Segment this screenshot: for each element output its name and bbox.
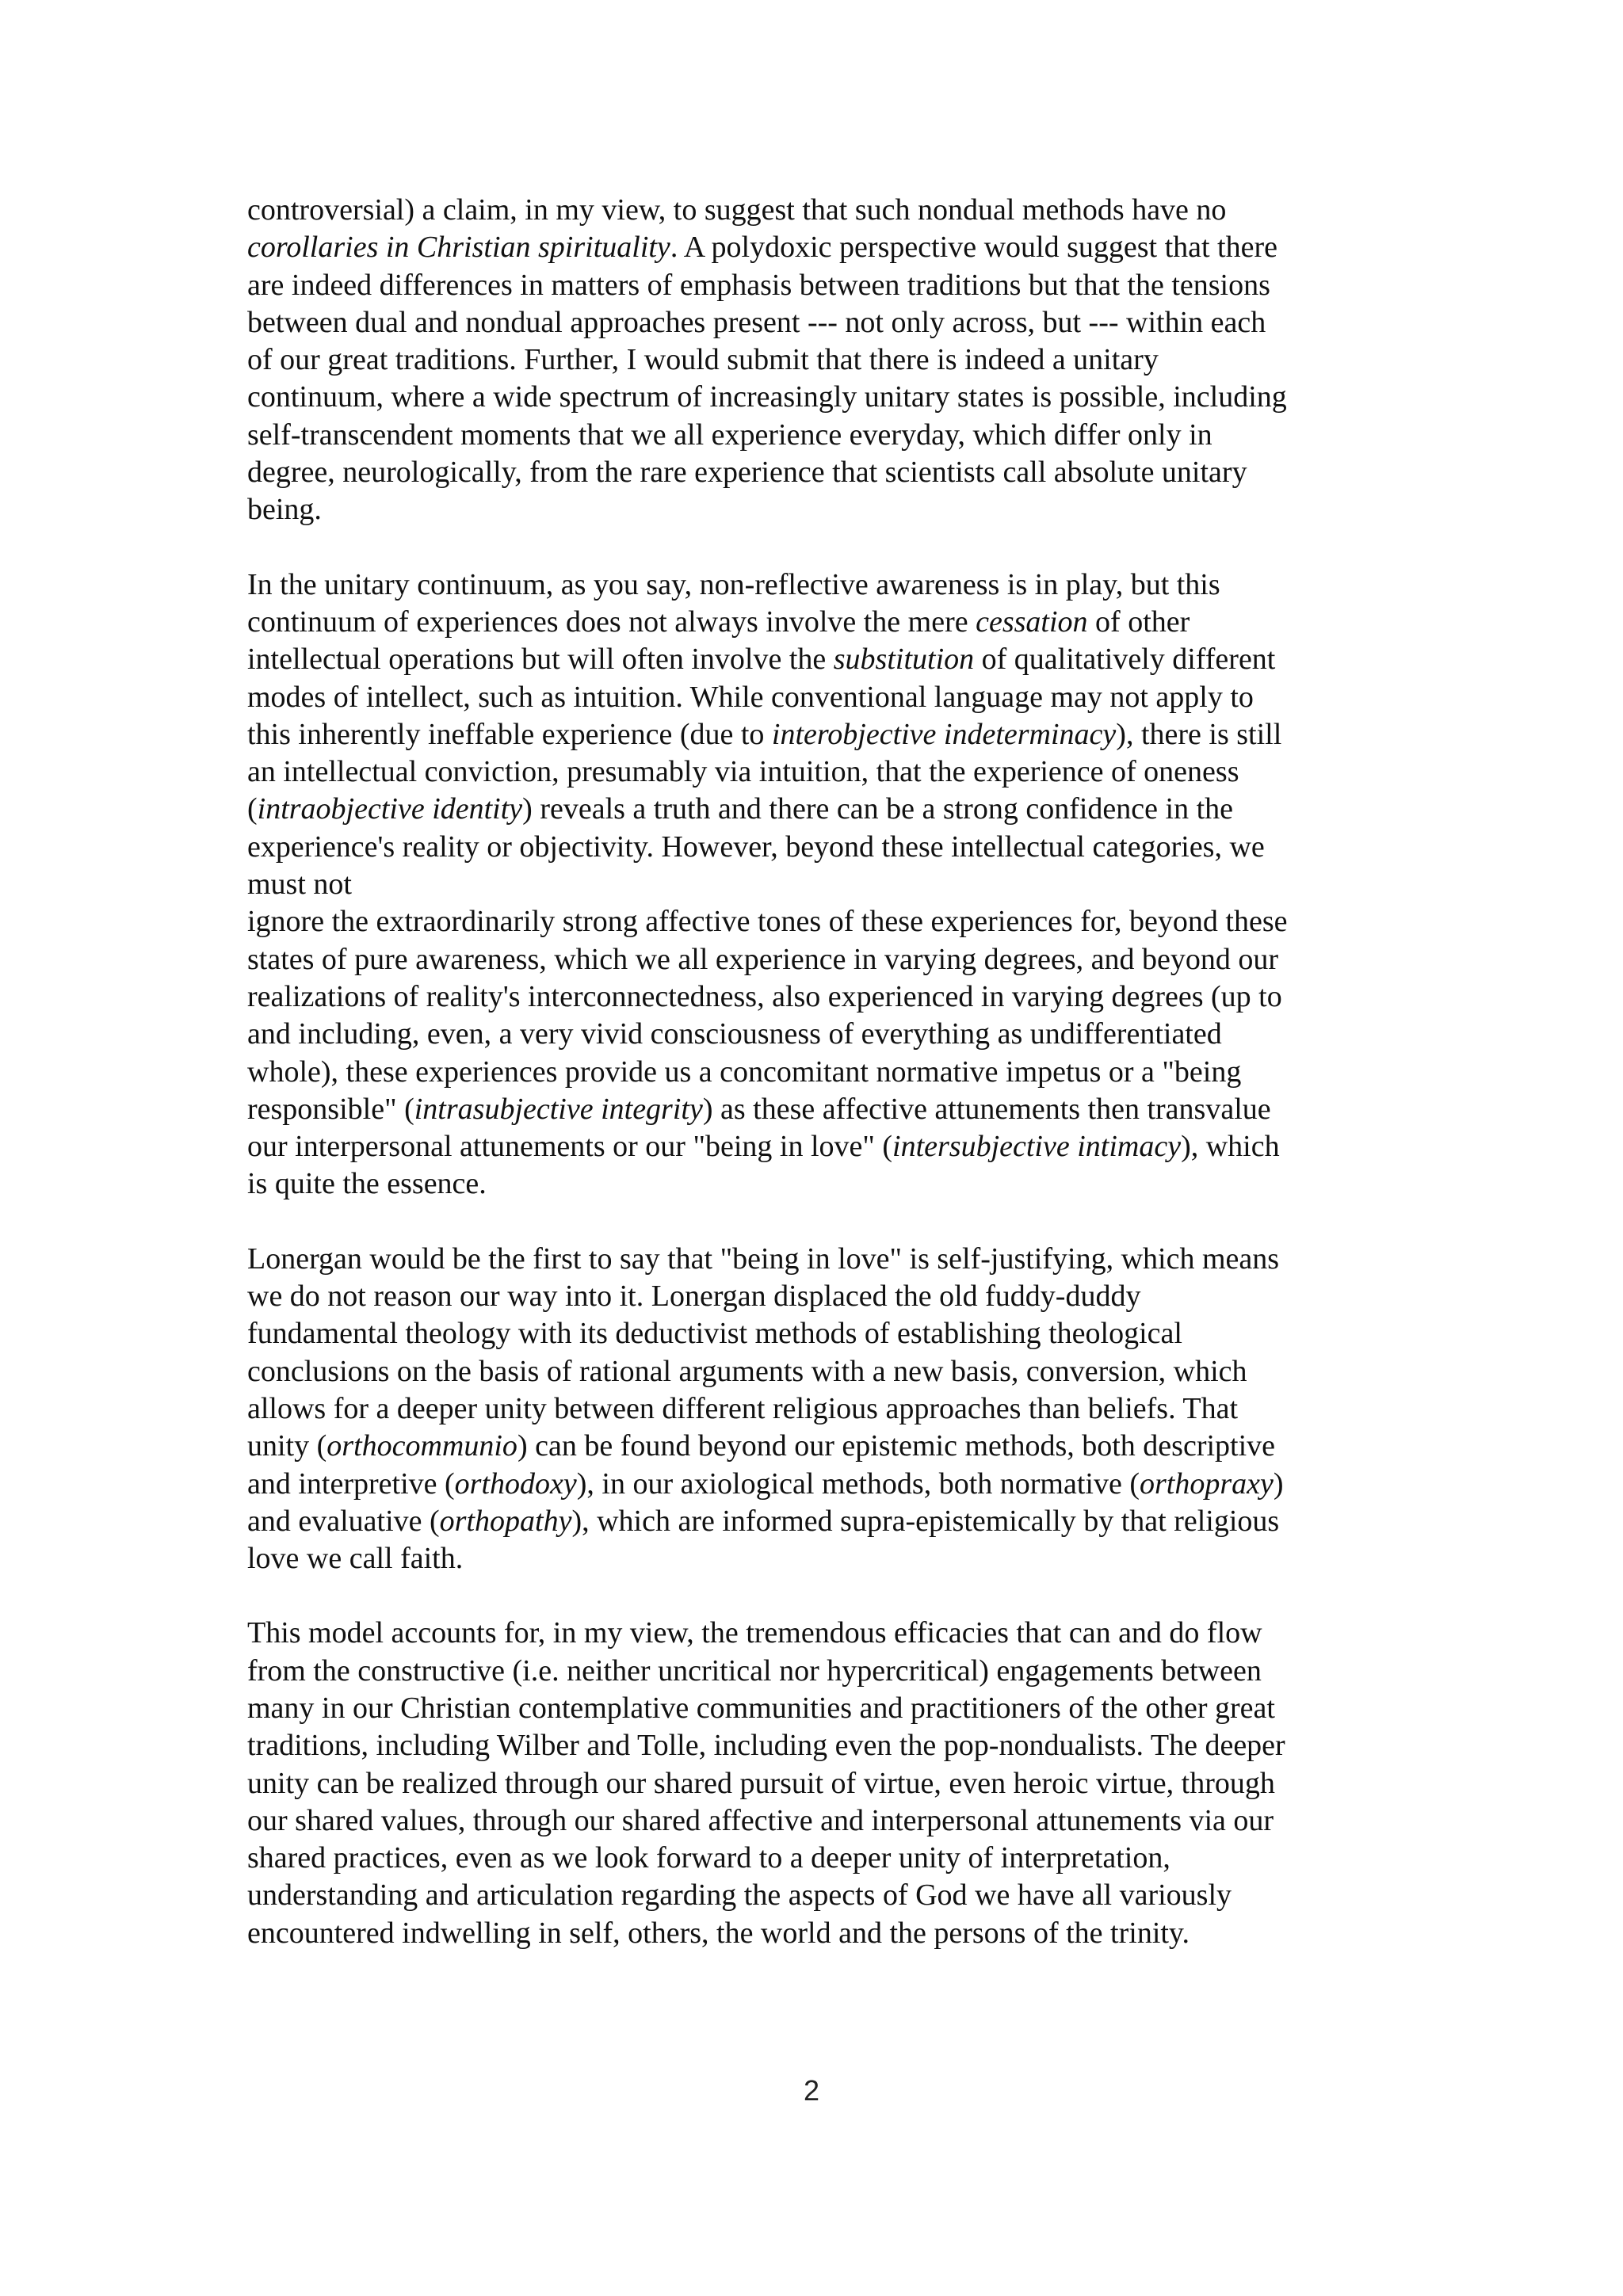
- italic-text: interobjective indeterminacy: [771, 717, 1117, 751]
- text-line: [247, 1615, 1396, 1652]
- text-line: [247, 491, 1396, 528]
- text-line: [247, 1128, 1396, 1165]
- paragraph: [247, 1241, 1396, 1578]
- text-line: [247, 454, 1396, 491]
- text-segment: modes of intellect, such as intuition. While conventional language may not apply to: [247, 680, 1254, 714]
- text-segment: and interpretive (: [247, 1466, 455, 1501]
- paragraph-gap: [247, 529, 1396, 566]
- text-segment: being.: [247, 493, 322, 527]
- text-line: [247, 229, 1396, 266]
- text-segment: and including, even, a very vivid consciousness of everything as undifferentiated: [247, 1017, 1222, 1051]
- text-line: [247, 566, 1396, 604]
- text-segment: this inherently ineffable experience (due to: [247, 717, 772, 751]
- text-line: [247, 1353, 1396, 1390]
- text-segment: an intellectual conviction, presumably via intuition, that the experience of oneness: [247, 755, 1239, 789]
- text-segment: This model accounts for, in my view, the tremendous efficacies that can and do flow: [247, 1616, 1262, 1650]
- text-segment: shared practices, even as we look forward to a deeper unity of interpretation,: [247, 1841, 1170, 1875]
- text-segment: are indeed differences in matters of emphasis between traditions but that the tensions: [247, 268, 1270, 302]
- text-segment: encountered indwelling in self, others, the world and the persons of the trinity.: [247, 1916, 1190, 1950]
- text-segment: ignore the extraordinarily strong affective tones of these experiences for, beyond these: [247, 905, 1288, 939]
- text-segment: controversial) a claim, in my view, to suggest that such nondual methods have no: [247, 193, 1227, 227]
- text-segment: states of pure awareness, which we all experience in varying degrees, and beyond our: [247, 942, 1278, 976]
- text-line: [247, 1653, 1396, 1690]
- text-line: [247, 679, 1396, 716]
- paragraph: [247, 192, 1396, 529]
- text-line: [247, 379, 1396, 416]
- text-line: [247, 341, 1396, 379]
- text-segment: continuum of experiences does not always involve the mere: [247, 605, 976, 639]
- text-segment: traditions, including Wilber and Tolle, including even the pop-nondualists. The deeper: [247, 1729, 1285, 1763]
- text-segment: ), there is still: [1116, 717, 1282, 751]
- text-segment: unity (: [247, 1429, 327, 1463]
- text-segment: realizations of reality's interconnectedness, also experienced in varying degrees (up to: [247, 979, 1282, 1013]
- text-line: [247, 1241, 1396, 1278]
- body-text: [247, 192, 1396, 1952]
- italic-text: intraobjective identity: [257, 792, 523, 826]
- text-segment: our interpersonal attunements or our "being in love" (: [247, 1130, 893, 1164]
- page-number: 2: [803, 2074, 820, 2107]
- text-segment: of our great traditions. Further, I would submit that there is indeed a unitary: [247, 343, 1159, 377]
- text-line: [247, 941, 1396, 978]
- text-line: [247, 1877, 1396, 1914]
- text-line: [247, 1466, 1396, 1503]
- text-segment: must not: [247, 868, 352, 902]
- text-line: [247, 791, 1396, 828]
- text-segment: ) as these affective attunements then transvalue: [702, 1092, 1271, 1126]
- text-segment: unity can be realized through our shared pursuit of virtue, even heroic virtue, through: [247, 1766, 1275, 1800]
- italic-text: intersubjective intimacy: [892, 1130, 1182, 1164]
- text-segment: and evaluative (: [247, 1504, 440, 1538]
- text-segment: Lonergan would be the first to say that "being in love" is self-justifying, which means: [247, 1241, 1280, 1276]
- text-segment: ), which: [1181, 1130, 1280, 1164]
- text-line: [247, 1165, 1396, 1203]
- text-line: [247, 753, 1396, 791]
- text-segment: experience's reality or objectivity. However, beyond these intellectual categories, we: [247, 830, 1265, 864]
- text-segment: responsible" (: [247, 1092, 414, 1126]
- paragraph-gap: [247, 1203, 1396, 1241]
- text-line: [247, 1802, 1396, 1840]
- text-segment: of qualitatively different: [974, 643, 1276, 677]
- text-line: [247, 1765, 1396, 1802]
- text-line: [247, 1091, 1396, 1128]
- text-segment: (: [247, 792, 258, 826]
- text-segment: ): [1273, 1466, 1284, 1501]
- text-line: [247, 1690, 1396, 1727]
- text-segment: continuum, where a wide spectrum of increasingly unitary states is possible, including: [247, 380, 1287, 414]
- text-segment: In the unitary continuum, as you say, non-reflective awareness is in play, but this: [247, 567, 1220, 601]
- text-line: [247, 1016, 1396, 1053]
- text-segment: allows for a deeper unity between different religious approaches than beliefs. That: [247, 1391, 1239, 1425]
- text-line: [247, 417, 1396, 454]
- text-line: [247, 604, 1396, 641]
- text-segment: whole), these experiences provide us a concomitant normative impetus or a "being: [247, 1055, 1242, 1089]
- text-line: [247, 641, 1396, 678]
- text-line: [247, 1315, 1396, 1352]
- italic-text: substitution: [833, 643, 975, 677]
- text-line: [247, 716, 1396, 753]
- text-segment: ), in our axiological methods, both normative (: [576, 1466, 1140, 1501]
- text-line: [247, 1428, 1396, 1465]
- text-line: [247, 1054, 1396, 1091]
- text-line: [247, 1727, 1396, 1764]
- text-segment: between dual and nondual approaches present --- not only across, but --- within each: [247, 305, 1266, 339]
- text-segment: fundamental theology with its deductivist methods of establishing theological: [247, 1317, 1182, 1351]
- text-segment: self-transcendent moments that we all experience everyday, which differ only in: [247, 418, 1212, 452]
- italic-text: orthocommunio: [327, 1429, 517, 1463]
- text-line: [247, 829, 1396, 866]
- text-segment: ), which are informed supra-epistemically by that religious: [571, 1504, 1280, 1538]
- text-segment: is quite the essence.: [247, 1167, 487, 1201]
- text-segment: our shared values, through our shared affective and interpersonal attunements via our: [247, 1803, 1274, 1837]
- text-line: [247, 192, 1396, 229]
- text-segment: we do not reason our way into it. Lonergan displaced the old fuddy-duddy: [247, 1280, 1141, 1314]
- text-line: [247, 267, 1396, 304]
- text-segment: conclusions on the basis of rational arguments with a new basis, conversion, which: [247, 1354, 1247, 1388]
- paragraph: [247, 566, 1396, 1203]
- text-line: [247, 866, 1396, 903]
- text-segment: love we call faith.: [247, 1542, 464, 1576]
- text-segment: from the constructive (i.e. neither uncritical nor hypercritical) engagements between: [247, 1653, 1262, 1688]
- text-segment: understanding and articulation regarding the aspects of God we have all variously: [247, 1878, 1232, 1913]
- italic-text: orthopraxy: [1140, 1466, 1274, 1501]
- text-segment: of other: [1087, 605, 1190, 639]
- paragraph: [247, 1615, 1396, 1952]
- text-line: [247, 1278, 1396, 1315]
- text-segment: degree, neurologically, from the rare experience that scientists call absolute unitary: [247, 456, 1247, 490]
- text-line: [247, 1540, 1396, 1577]
- text-line: [247, 978, 1396, 1016]
- text-segment: ) can be found beyond our epistemic methods, both descriptive: [517, 1429, 1276, 1463]
- paragraph-gap: [247, 1577, 1396, 1615]
- italic-text: orthopathy: [439, 1504, 572, 1538]
- text-line: [247, 1840, 1396, 1877]
- text-line: [247, 1390, 1396, 1428]
- text-segment: intellectual operations but will often involve the: [247, 643, 834, 677]
- italic-text: corollaries in Christian spirituality: [247, 231, 670, 265]
- text-line: [247, 304, 1396, 341]
- text-line: [247, 1915, 1396, 1952]
- text-line: [247, 1503, 1396, 1540]
- text-segment: many in our Christian contemplative communities and practitioners of the other great: [247, 1691, 1275, 1725]
- text-line: [247, 903, 1396, 940]
- text-segment: ) reveals a truth and there can be a strong confidence in the: [522, 792, 1233, 826]
- italic-text: cessation: [976, 605, 1088, 639]
- italic-text: orthodoxy: [454, 1466, 577, 1501]
- text-segment: . A polydoxic perspective would suggest that there: [670, 231, 1277, 265]
- italic-text: intrasubjective integrity: [414, 1092, 703, 1126]
